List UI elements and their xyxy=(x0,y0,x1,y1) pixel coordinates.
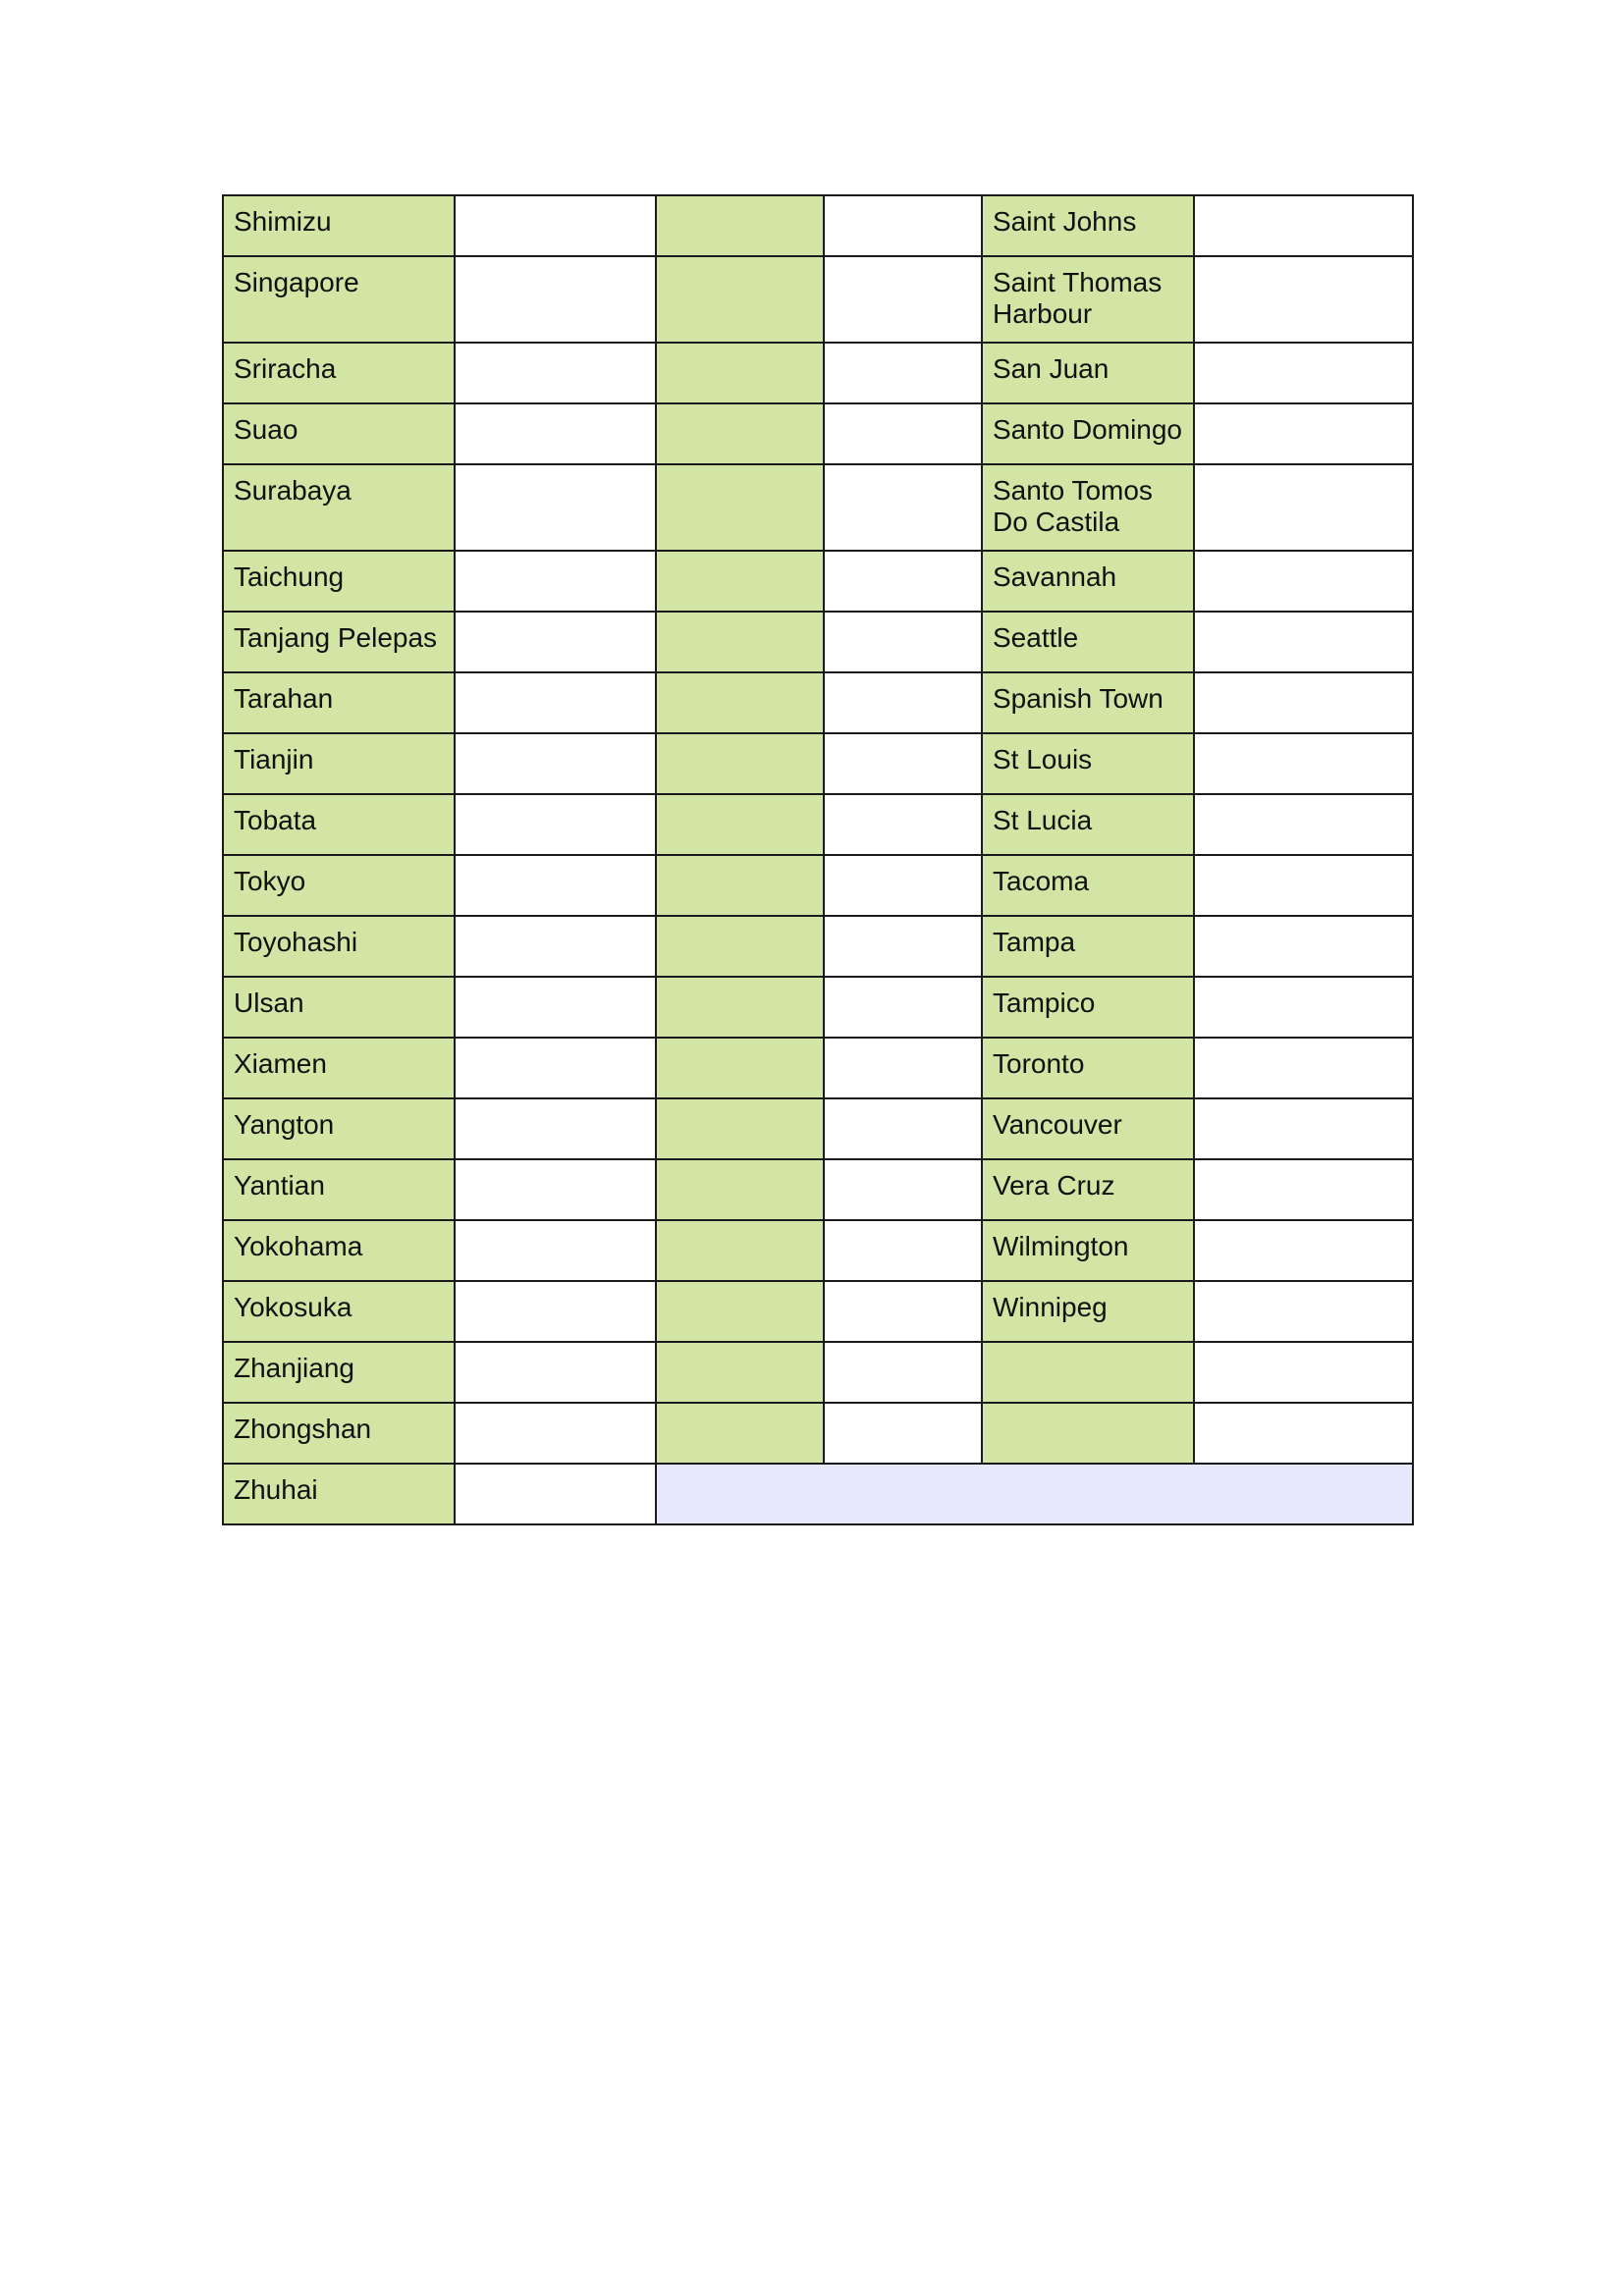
right-port-name: St Louis xyxy=(982,733,1194,794)
right-port-name: Saint Thomas Harbour xyxy=(982,256,1194,343)
right-port-name: Seattle xyxy=(982,612,1194,672)
right-port-entry-cell[interactable] xyxy=(1194,794,1413,855)
right-port-entry-cell[interactable] xyxy=(1194,1342,1413,1403)
right-port-entry-cell[interactable] xyxy=(1194,672,1413,733)
middle-entry-cell[interactable] xyxy=(824,256,982,343)
left-port-entry-cell[interactable] xyxy=(455,1038,656,1098)
left-port-name: Zhuhai xyxy=(223,1464,455,1524)
left-port-entry-cell[interactable] xyxy=(455,1159,656,1220)
right-port-name: Toronto xyxy=(982,1038,1194,1098)
left-port-name: Zhanjiang xyxy=(223,1342,455,1403)
table-row xyxy=(223,256,1413,343)
right-port-entry-cell[interactable] xyxy=(1194,977,1413,1038)
left-port-name: Taichung xyxy=(223,551,455,612)
left-port-name: Yokosuka xyxy=(223,1281,455,1342)
right-port-name: St Lucia xyxy=(982,794,1194,855)
middle-green-cell xyxy=(656,551,824,612)
left-port-name: Ulsan xyxy=(223,977,455,1038)
middle-entry-cell[interactable] xyxy=(824,794,982,855)
middle-green-cell xyxy=(656,794,824,855)
left-port-entry-cell[interactable] xyxy=(455,403,656,464)
right-port-name: Winnipeg xyxy=(982,1281,1194,1342)
left-port-name: Singapore xyxy=(223,256,455,343)
table-row xyxy=(223,1159,1413,1220)
table-row xyxy=(223,672,1413,733)
left-port-name: Xiamen xyxy=(223,1038,455,1098)
middle-green-cell xyxy=(656,256,824,343)
middle-entry-cell[interactable] xyxy=(824,195,982,256)
left-port-entry-cell[interactable] xyxy=(455,343,656,403)
right-port-entry-cell[interactable] xyxy=(1194,855,1413,916)
middle-entry-cell[interactable] xyxy=(824,1159,982,1220)
table-row xyxy=(223,855,1413,916)
middle-green-cell xyxy=(656,916,824,977)
left-port-entry-cell[interactable] xyxy=(455,1098,656,1159)
right-port-entry-cell[interactable] xyxy=(1194,1220,1413,1281)
left-port-name: Tokyo xyxy=(223,855,455,916)
left-port-name: Tanjang Pelepas xyxy=(223,612,455,672)
table-row xyxy=(223,977,1413,1038)
middle-entry-cell[interactable] xyxy=(824,612,982,672)
left-port-entry-cell[interactable] xyxy=(455,1403,656,1464)
right-port-entry-cell[interactable] xyxy=(1194,1159,1413,1220)
right-port-name: Tampico xyxy=(982,977,1194,1038)
middle-green-cell xyxy=(656,403,824,464)
left-port-name: Surabaya xyxy=(223,464,455,551)
right-port-entry-cell[interactable] xyxy=(1194,733,1413,794)
right-port-name: Tacoma xyxy=(982,855,1194,916)
table-row xyxy=(223,343,1413,403)
left-port-entry-cell[interactable] xyxy=(455,1281,656,1342)
middle-green-cell xyxy=(656,1403,824,1464)
middle-entry-cell[interactable] xyxy=(824,1342,982,1403)
right-port-name xyxy=(982,1342,1194,1403)
middle-entry-cell[interactable] xyxy=(824,733,982,794)
right-port-entry-cell[interactable] xyxy=(1194,403,1413,464)
table-row xyxy=(223,1038,1413,1098)
left-port-entry-cell[interactable] xyxy=(455,977,656,1038)
right-port-name: Vera Cruz xyxy=(982,1159,1194,1220)
right-port-entry-cell[interactable] xyxy=(1194,1038,1413,1098)
right-port-name: San Juan xyxy=(982,343,1194,403)
middle-green-cell xyxy=(656,343,824,403)
middle-green-cell xyxy=(656,1098,824,1159)
middle-entry-cell[interactable] xyxy=(824,1281,982,1342)
left-port-entry-cell[interactable] xyxy=(455,672,656,733)
left-port-name: Tarahan xyxy=(223,672,455,733)
middle-green-cell xyxy=(656,1038,824,1098)
filler-cell xyxy=(656,1464,1413,1524)
table-row xyxy=(223,1098,1413,1159)
table-row xyxy=(223,464,1413,551)
right-port-entry-cell[interactable] xyxy=(1194,256,1413,343)
middle-green-cell xyxy=(656,1220,824,1281)
middle-green-cell xyxy=(656,612,824,672)
left-port-name: Toyohashi xyxy=(223,916,455,977)
left-port-entry-cell[interactable] xyxy=(455,733,656,794)
right-port-entry-cell[interactable] xyxy=(1194,1403,1413,1464)
middle-entry-cell[interactable] xyxy=(824,855,982,916)
right-port-name: Santo Tomos Do Castila xyxy=(982,464,1194,551)
table-row xyxy=(223,1220,1413,1281)
left-port-entry-cell[interactable] xyxy=(455,1464,656,1524)
table-row xyxy=(223,916,1413,977)
middle-entry-cell[interactable] xyxy=(824,464,982,551)
table-row xyxy=(223,1281,1413,1342)
left-port-entry-cell[interactable] xyxy=(455,855,656,916)
middle-green-cell xyxy=(656,1342,824,1403)
left-port-entry-cell[interactable] xyxy=(455,612,656,672)
table-row xyxy=(223,612,1413,672)
left-port-name: Suao xyxy=(223,403,455,464)
left-port-entry-cell[interactable] xyxy=(455,916,656,977)
right-port-name: Santo Domingo xyxy=(982,403,1194,464)
middle-green-cell xyxy=(656,195,824,256)
table-body xyxy=(223,195,1413,1524)
middle-entry-cell[interactable] xyxy=(824,1403,982,1464)
right-port-entry-cell[interactable] xyxy=(1194,195,1413,256)
right-port-name: Spanish Town xyxy=(982,672,1194,733)
middle-entry-cell[interactable] xyxy=(824,1098,982,1159)
middle-entry-cell[interactable] xyxy=(824,403,982,464)
left-port-name: Shimizu xyxy=(223,195,455,256)
right-port-name: Wilmington xyxy=(982,1220,1194,1281)
middle-entry-cell[interactable] xyxy=(824,1038,982,1098)
middle-green-cell xyxy=(656,977,824,1038)
left-port-name: Yangton xyxy=(223,1098,455,1159)
left-port-name: Tobata xyxy=(223,794,455,855)
left-port-entry-cell[interactable] xyxy=(455,1342,656,1403)
table-row xyxy=(223,733,1413,794)
table-row xyxy=(223,1342,1413,1403)
left-port-entry-cell[interactable] xyxy=(455,256,656,343)
left-port-entry-cell[interactable] xyxy=(455,464,656,551)
right-port-name xyxy=(982,1403,1194,1464)
right-port-entry-cell[interactable] xyxy=(1194,916,1413,977)
left-port-name: Zhongshan xyxy=(223,1403,455,1464)
right-port-entry-cell[interactable] xyxy=(1194,1281,1413,1342)
left-port-entry-cell[interactable] xyxy=(455,1220,656,1281)
table-row xyxy=(223,195,1413,256)
middle-green-cell xyxy=(656,855,824,916)
right-port-entry-cell[interactable] xyxy=(1194,612,1413,672)
left-port-name: Sriracha xyxy=(223,343,455,403)
left-port-entry-cell[interactable] xyxy=(455,195,656,256)
right-port-entry-cell[interactable] xyxy=(1194,1098,1413,1159)
left-port-name: Tianjin xyxy=(223,733,455,794)
table-row xyxy=(223,551,1413,612)
left-port-entry-cell[interactable] xyxy=(455,551,656,612)
middle-entry-cell[interactable] xyxy=(824,343,982,403)
left-port-entry-cell[interactable] xyxy=(455,794,656,855)
right-port-name: Savannah xyxy=(982,551,1194,612)
middle-green-cell xyxy=(656,733,824,794)
left-port-name: Yantian xyxy=(223,1159,455,1220)
ports-table xyxy=(222,194,1414,1525)
table-row xyxy=(223,794,1413,855)
middle-green-cell xyxy=(656,1281,824,1342)
middle-entry-cell[interactable] xyxy=(824,916,982,977)
right-port-name: Tampa xyxy=(982,916,1194,977)
middle-entry-cell[interactable] xyxy=(824,977,982,1038)
left-port-name: Yokohama xyxy=(223,1220,455,1281)
table-row xyxy=(223,1464,1413,1524)
middle-green-cell xyxy=(656,672,824,733)
right-port-name: Saint Johns xyxy=(982,195,1194,256)
right-port-entry-cell[interactable] xyxy=(1194,551,1413,612)
table-row xyxy=(223,403,1413,464)
right-port-entry-cell[interactable] xyxy=(1194,343,1413,403)
middle-green-cell xyxy=(656,1159,824,1220)
middle-entry-cell[interactable] xyxy=(824,1220,982,1281)
middle-entry-cell[interactable] xyxy=(824,551,982,612)
table-row xyxy=(223,1403,1413,1464)
middle-green-cell xyxy=(656,464,824,551)
right-port-name: Vancouver xyxy=(982,1098,1194,1159)
middle-entry-cell[interactable] xyxy=(824,672,982,733)
right-port-entry-cell[interactable] xyxy=(1194,464,1413,551)
